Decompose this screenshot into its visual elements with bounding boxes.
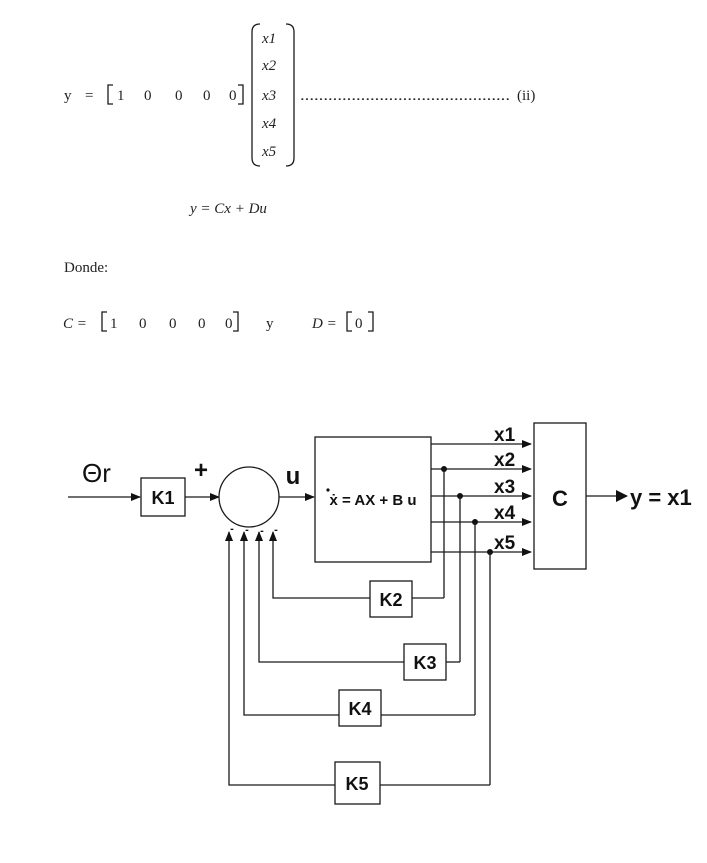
control-signal-u: u <box>285 463 301 490</box>
d-bracket-right <box>368 312 373 331</box>
plant-equation: ẋ = AX + B u <box>329 492 417 509</box>
eq-lhs-y: y <box>64 88 72 104</box>
c-el-2: 0 <box>139 316 147 332</box>
matrix-definitions <box>63 312 373 332</box>
neg-sign-k3: - <box>260 525 264 537</box>
col-paren-left <box>252 24 260 166</box>
k4-label: K4 <box>348 699 372 719</box>
plus-sign: + <box>193 457 209 484</box>
state-x1: x1 <box>262 31 277 47</box>
output-matrix-label: C <box>552 486 568 511</box>
c-bracket-left <box>102 312 107 331</box>
row-el-4: 0 <box>203 88 211 104</box>
k3-label: K3 <box>413 653 437 673</box>
eq-equals: = <box>85 88 94 104</box>
k1-label: K1 <box>151 488 175 508</box>
output-equation-ii <box>64 24 535 166</box>
row-el-3: 0 <box>175 88 183 104</box>
equation-tag: (ii) <box>517 88 536 104</box>
d-bracket-left <box>347 312 352 331</box>
c-el-5: 0 <box>225 316 233 332</box>
state-x5: x5 <box>262 144 277 160</box>
row-el-5: 0 <box>229 88 237 104</box>
fb-k5-return <box>229 532 335 785</box>
col-paren-right <box>286 24 294 166</box>
state-space-output-equation: y = Cx + Du <box>190 201 267 217</box>
d-el-1: 0 <box>355 316 363 332</box>
connector-y: y <box>266 316 274 332</box>
dot-leader: ............................................. <box>300 88 510 104</box>
state-x3: x3 <box>262 88 277 104</box>
c-el-3: 0 <box>169 316 177 332</box>
neg-sign-k5: - <box>230 523 234 535</box>
row-el-1: 1 <box>117 88 125 104</box>
c-el-1: 1 <box>110 316 118 332</box>
c-el-4: 0 <box>198 316 206 332</box>
k2-label: K2 <box>379 590 403 610</box>
input-theta-r-label: Θr <box>82 458 111 488</box>
output-label-x4: x4 <box>494 503 516 524</box>
row-bracket-right <box>238 85 243 104</box>
neg-sign-k2: - <box>274 524 278 536</box>
d-definition-lhs: D = <box>312 316 337 332</box>
donde-label: Donde: <box>64 260 109 276</box>
output-label-x3: x3 <box>494 477 516 498</box>
state-feedback-block-diagram <box>68 423 692 804</box>
output-label-x5: x5 <box>494 533 516 554</box>
c-definition-lhs: C = <box>63 316 87 332</box>
output-equation-label: y = x1 <box>630 485 692 510</box>
neg-sign-k4: - <box>245 524 249 536</box>
state-x2: x2 <box>262 58 277 74</box>
state-x4: x4 <box>262 116 277 132</box>
row-bracket-left <box>108 85 113 104</box>
summing-junction <box>219 467 279 527</box>
k5-label: K5 <box>345 774 369 794</box>
c-bracket-right <box>233 312 238 331</box>
output-label-x2: x2 <box>494 450 516 471</box>
row-el-2: 0 <box>144 88 152 104</box>
output-label-x1: x1 <box>494 425 516 446</box>
